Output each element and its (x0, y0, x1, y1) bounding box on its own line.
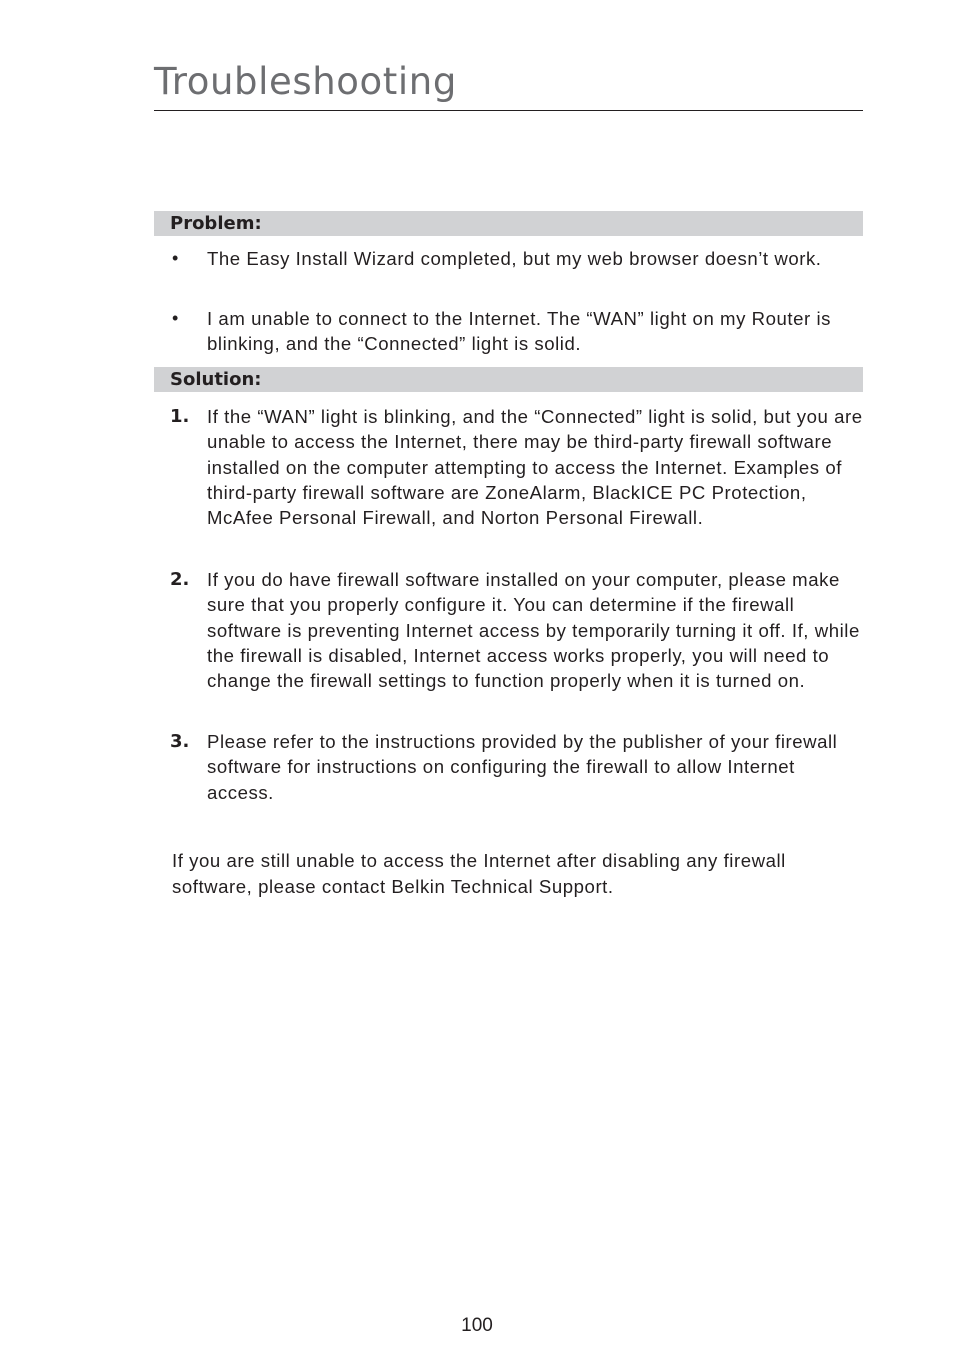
problem-label: Problem: (170, 213, 262, 234)
problem-item-text: The Easy Install Wizard completed, but my web browser doesn’t work. (207, 248, 822, 269)
solution-step (170, 729, 863, 805)
problem-item (170, 306, 863, 357)
bullet-marker: • (172, 308, 179, 328)
title-divider (154, 110, 863, 111)
problem-item-text: I am unable to connect to the Internet. The “WAN” light on my Router is blinking, and the “Connected” light is solid. (207, 308, 831, 355)
solution-step-text: If the “WAN” light is blinking, and the “Connected” light is solid, but you are unable to access the Internet, there may be third-party firewall software installed on the computer attempting to access the Internet. Examples of third-party firewall software are ZoneAlarm, BlackICE PC Protection, McAfee Personal Firewall, and Norton Personal Firewall. (207, 406, 863, 529)
solution-step-text: Please refer to the instructions provided by the publisher of your firewall software for instructions on configuring the firewall to allow Internet access. (207, 731, 838, 803)
step-number: 2. (170, 569, 190, 590)
closing-paragraph: If you are still unable to access the Internet after disabling any firewall software, please contact Belkin Technical Support. (172, 850, 786, 897)
solution-step-text: If you do have firewall software installed on your computer, please make sure that you properly configure it. You can determine if the firewall software is preventing Internet access by temporarily turning it off. If, while the firewall is disabled, Internet access works properly, you will need to change the firewall settings to function properly when it is turned on. (207, 569, 860, 692)
solution-label: Solution: (170, 369, 262, 390)
step-number: 1. (170, 406, 190, 427)
step-number: 3. (170, 731, 190, 752)
solution-step (170, 404, 863, 530)
problem-header-bar (154, 211, 863, 236)
solution-header-bar (154, 367, 863, 392)
solution-step (170, 567, 863, 693)
page-title: Troubleshooting (154, 60, 457, 103)
page-number: 100 (461, 1315, 493, 1336)
bullet-marker: • (172, 248, 179, 268)
problem-item (170, 246, 863, 271)
